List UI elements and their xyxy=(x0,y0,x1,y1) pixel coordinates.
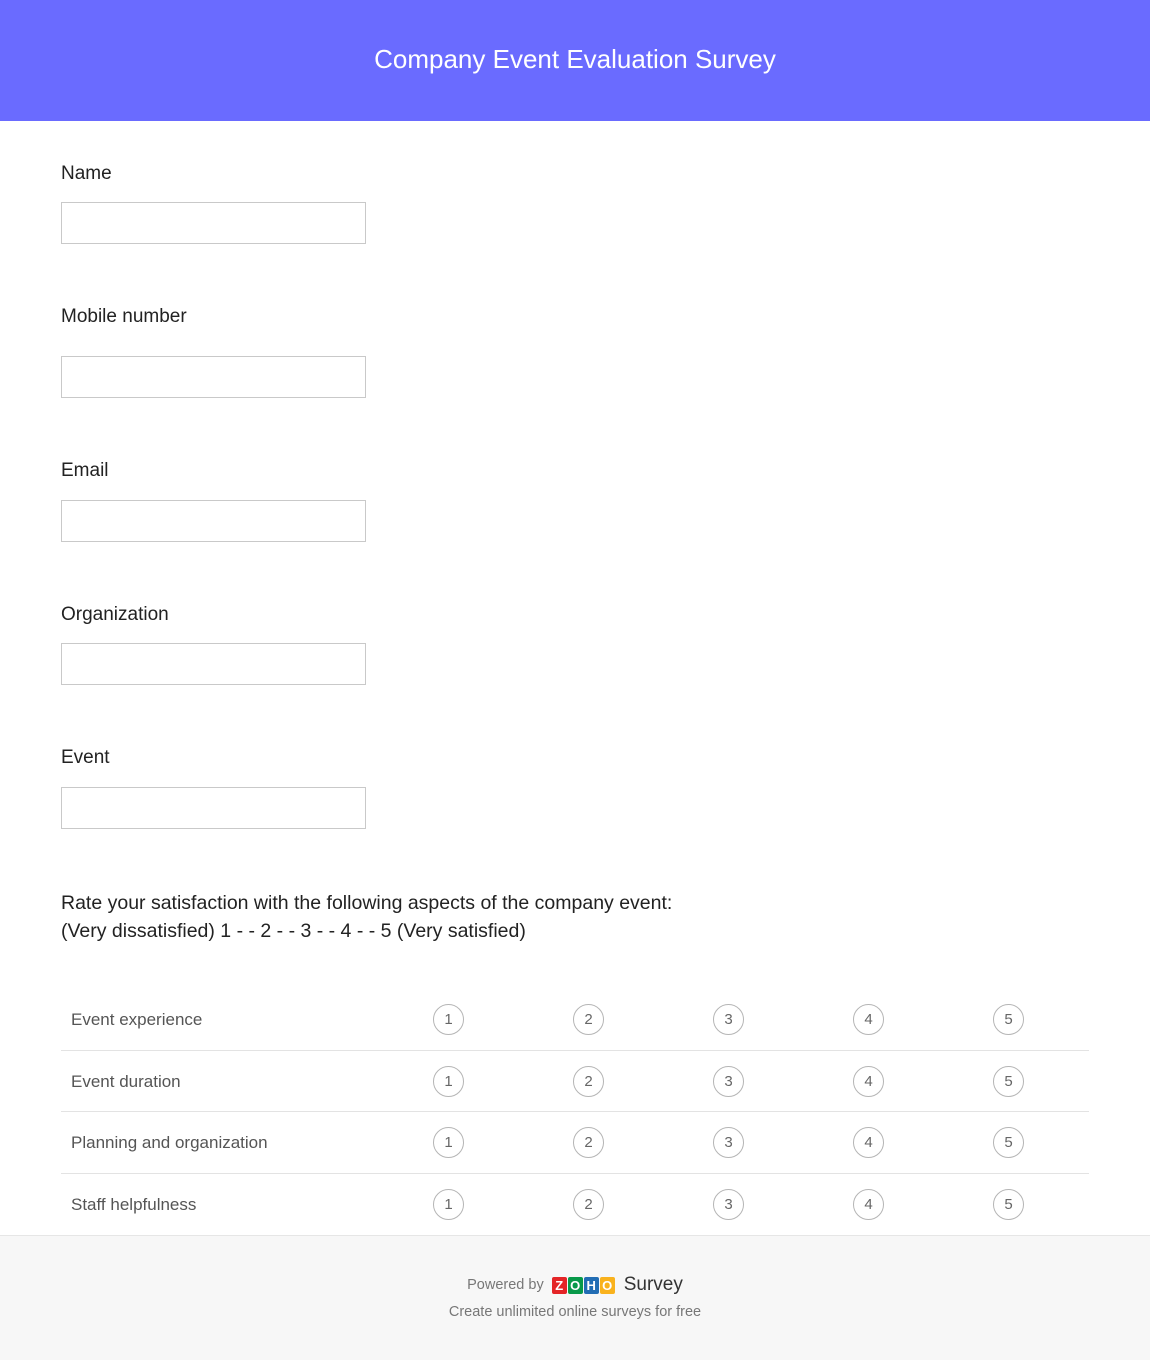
matrix-row-staff-helpfulness xyxy=(61,1174,1089,1236)
rating-matrix xyxy=(61,989,1089,1235)
organization-label: Organization xyxy=(61,604,169,625)
rating-option-3[interactable]: 3 xyxy=(713,1189,744,1220)
rating-option-2[interactable]: 2 xyxy=(573,1189,604,1220)
rating-option-3[interactable]: 3 xyxy=(713,1066,744,1097)
row-label: Planning and organization xyxy=(71,1133,268,1152)
survey-title: Company Event Evaluation Survey xyxy=(374,44,776,74)
rating-option-2[interactable]: 2 xyxy=(573,1066,604,1097)
rating-option-4[interactable]: 4 xyxy=(853,1189,884,1220)
zoho-logo-letter-o: O xyxy=(568,1277,583,1294)
rating-question-line2: (Very dissatisfied) 1 - - 2 - - 3 - - 4 - - 5 (Very satisfied) xyxy=(61,920,526,942)
zoho-logo-letter-z: Z xyxy=(552,1277,567,1294)
matrix-row-event-experience xyxy=(61,989,1089,1051)
zoho-logo-letter-o2: O xyxy=(600,1277,615,1294)
rating-question xyxy=(61,889,672,945)
rating-option-4[interactable]: 4 xyxy=(853,1127,884,1158)
name-label: Name xyxy=(61,163,112,184)
survey-header xyxy=(0,0,1150,121)
zoho-logo-letter-h: H xyxy=(584,1277,599,1294)
matrix-row-event-duration xyxy=(61,1051,1089,1113)
rating-option-1[interactable]: 1 xyxy=(433,1127,464,1158)
rating-option-5[interactable]: 5 xyxy=(993,1189,1024,1220)
rating-option-1[interactable]: 1 xyxy=(433,1066,464,1097)
row-label: Event duration xyxy=(71,1071,181,1091)
row-label: Staff helpfulness xyxy=(71,1194,197,1214)
footer xyxy=(0,1235,1150,1360)
zoho-logo[interactable] xyxy=(552,1277,615,1294)
brand-survey[interactable]: Survey xyxy=(623,1274,683,1295)
rating-option-4[interactable]: 4 xyxy=(853,1004,884,1035)
powered-by-text: Powered by xyxy=(467,1277,544,1293)
rating-option-2[interactable]: 2 xyxy=(573,1004,604,1035)
mobile-number-label: Mobile number xyxy=(61,306,187,327)
rating-option-5[interactable]: 5 xyxy=(993,1004,1024,1035)
name-input[interactable] xyxy=(61,202,366,244)
event-input[interactable] xyxy=(61,787,366,829)
footer-tagline[interactable]: Create unlimited online surveys for free xyxy=(448,1304,702,1320)
rating-question-line1: Rate your satisfaction with the following aspects of the company event: xyxy=(61,892,673,914)
rating-option-5[interactable]: 5 xyxy=(993,1127,1024,1158)
rating-option-3[interactable]: 3 xyxy=(713,1004,744,1035)
rating-option-5[interactable]: 5 xyxy=(993,1066,1024,1097)
organization-input[interactable] xyxy=(61,643,366,685)
rating-option-1[interactable]: 1 xyxy=(433,1004,464,1035)
event-label: Event xyxy=(61,747,110,768)
rating-option-4[interactable]: 4 xyxy=(853,1066,884,1097)
powered-by xyxy=(0,1274,1150,1296)
mobile-number-input[interactable] xyxy=(61,356,366,398)
matrix-row-planning-and-organization xyxy=(61,1112,1089,1174)
rating-option-1[interactable]: 1 xyxy=(433,1189,464,1220)
rating-option-2[interactable]: 2 xyxy=(573,1127,604,1158)
rating-option-3[interactable]: 3 xyxy=(713,1127,744,1158)
email-label: Email xyxy=(61,460,109,481)
row-label: Event experience xyxy=(71,1010,203,1029)
email-input[interactable] xyxy=(61,500,366,542)
